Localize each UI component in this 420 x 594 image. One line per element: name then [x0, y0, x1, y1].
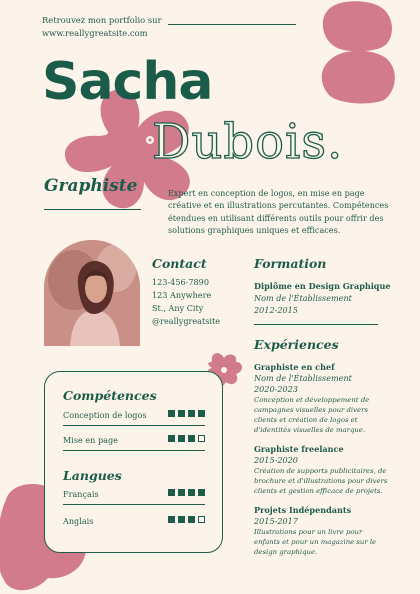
experience-desc-line: Création de supports publicitaires, de [254, 467, 387, 475]
contact-address-line-2: St., Any City [152, 303, 204, 313]
experience-role: Projets Indépendants [254, 505, 352, 515]
experience-desc-line: clients et création de logos et [254, 416, 358, 424]
title-underline [44, 209, 141, 210]
skill-label: Conception de logos [63, 410, 147, 420]
experience-years: 2015-2017 [254, 516, 298, 526]
level-filled-square [178, 516, 185, 523]
experience-years: 2015-2020 [254, 455, 298, 465]
experience-desc-line: Illustrations pour un livre pour [254, 528, 363, 536]
language-divider [63, 504, 205, 505]
experience-years: 2020-2023 [254, 384, 298, 394]
skills-box [44, 371, 223, 553]
contact-address-line-1: 123 Anywhere [152, 290, 212, 300]
experience-item [254, 362, 404, 435]
skill-level [168, 410, 205, 417]
level-filled-square [188, 516, 195, 523]
formation-divider [254, 324, 378, 325]
level-empty-square [198, 516, 205, 523]
skill-divider [63, 425, 205, 426]
portfolio-line-1: Retrouvez mon portfolio sur [42, 15, 162, 25]
experience-desc-line: brochure et d'illustrations pour divers [254, 477, 388, 485]
language-level [168, 516, 205, 523]
contact-website[interactable]: @reallygreatsite [152, 316, 221, 326]
profile-photo [44, 240, 140, 346]
experience-role: Graphiste en chef [254, 362, 335, 372]
formation-years: 2012-2015 [254, 305, 298, 315]
language-row [63, 516, 205, 526]
experience-desc-line: clients et gestion efficace de projets. [254, 487, 383, 495]
experience-place: Nom de l'Établissement [254, 373, 352, 383]
level-filled-square [178, 489, 185, 496]
experience-desc-line: enfants et pour un magazine sur le [254, 538, 377, 546]
experiences-heading: Expériences [254, 337, 339, 352]
experience-desc-line: design graphique. [254, 548, 318, 556]
level-filled-square [168, 410, 175, 417]
skill-row [63, 410, 205, 420]
experience-item [254, 505, 404, 557]
experience-desc-line: d'identités visuelles de marque. [254, 426, 366, 434]
level-empty-square [198, 435, 205, 442]
portrait-illustration [44, 240, 140, 346]
job-title: Graphiste [44, 176, 138, 196]
portfolio-url[interactable]: www.reallygreatsite.com [42, 28, 148, 38]
formation-degree: Diplôme en Design Graphique [254, 281, 391, 291]
level-filled-square [168, 516, 175, 523]
experience-item [254, 444, 404, 496]
level-filled-square [188, 435, 195, 442]
skill-divider [63, 450, 205, 451]
level-filled-square [198, 410, 205, 417]
level-filled-square [178, 435, 185, 442]
experience-desc-line: campagnes visuelles pour divers [254, 406, 368, 414]
skill-label: Mise en page [63, 435, 118, 445]
language-label: Français [63, 489, 99, 499]
skill-level [168, 435, 205, 442]
language-level [168, 489, 205, 496]
formation-heading: Formation [254, 256, 327, 271]
level-filled-square [168, 435, 175, 442]
level-filled-square [178, 410, 185, 417]
skills-heading: Compétences [63, 388, 157, 403]
intro-text: Expert en conception de logos, en mise en page créative et en illustrations percutantes. Compétences étendues en utilisant différents outils pour offrir des solutions graphiques uniques et efficaces. [168, 188, 389, 236]
level-filled-square [188, 489, 195, 496]
level-filled-square [188, 410, 195, 417]
skill-row [63, 435, 205, 445]
language-row [63, 489, 205, 499]
language-label: Anglais [63, 516, 94, 526]
header-divider [168, 24, 296, 25]
portfolio-note [42, 14, 162, 40]
level-filled-square [168, 489, 175, 496]
formation-school: Nom de l'Établissement [254, 293, 352, 303]
last-name: Dubois. [152, 114, 344, 170]
languages-heading: Langues [63, 468, 122, 483]
level-filled-square [198, 489, 205, 496]
experience-desc-line: Conception et développement de [254, 396, 370, 404]
contact-heading: Contact [152, 256, 207, 271]
experience-role: Graphiste freelance [254, 444, 344, 454]
contact-phone: 123-456-7890 [152, 277, 209, 287]
first-name: Sacha [42, 52, 213, 112]
